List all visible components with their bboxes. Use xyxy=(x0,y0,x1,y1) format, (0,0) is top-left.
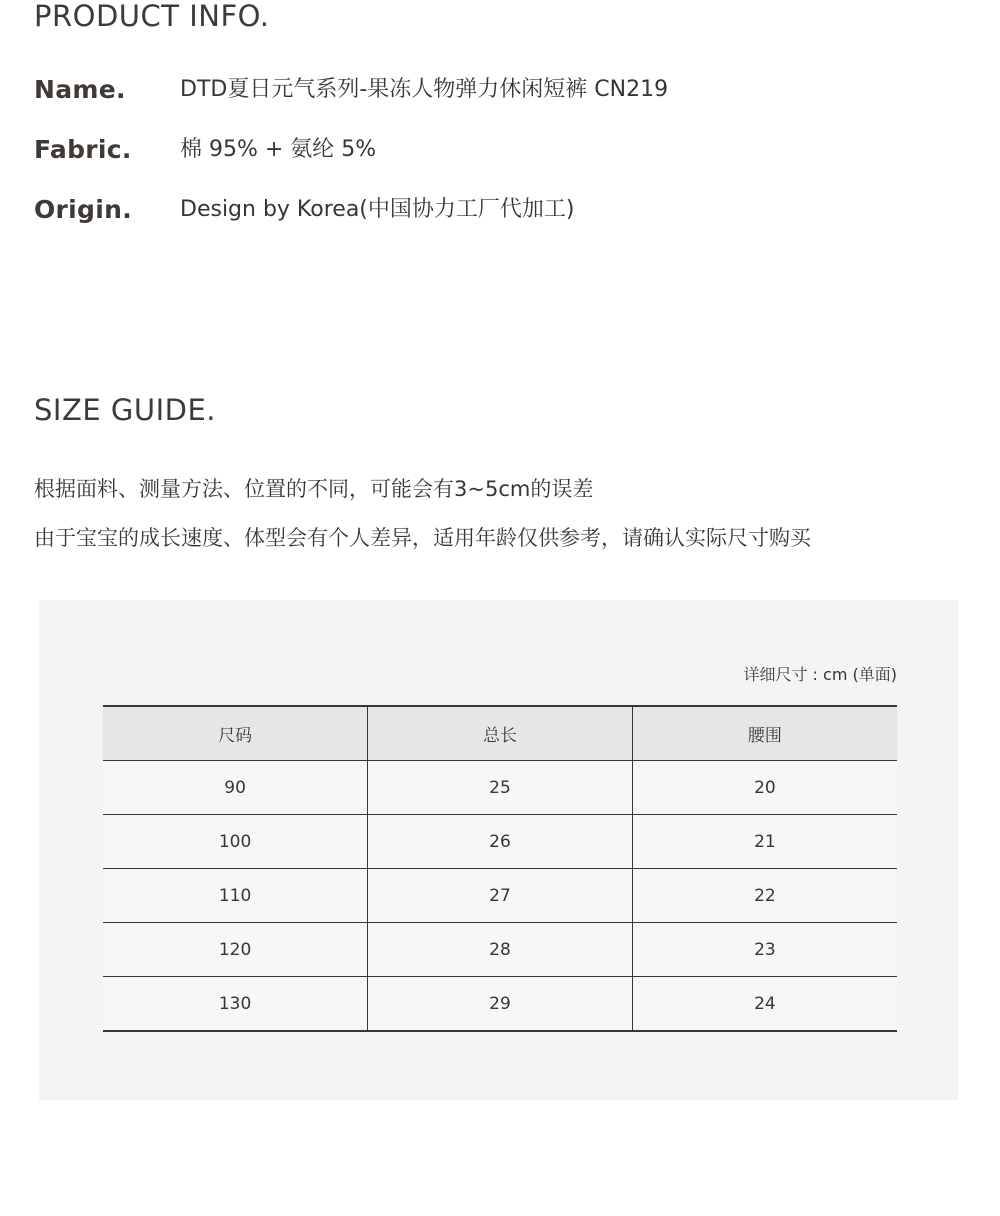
table-cell: 27 xyxy=(368,869,633,923)
table-header-row xyxy=(103,706,897,761)
table-row xyxy=(103,923,897,977)
name-value: DTD夏日元气系列-果冻人物弹力休闲短裤 CN219 xyxy=(180,77,669,102)
product-origin-row xyxy=(34,193,934,227)
header-size: 尺码 xyxy=(103,706,368,761)
table-row xyxy=(103,815,897,869)
table-cell: 20 xyxy=(632,761,897,815)
name-label: Name. xyxy=(34,75,126,104)
size-table xyxy=(103,705,897,1032)
header-total-length: 总长 xyxy=(368,706,633,761)
product-fabric-row xyxy=(34,133,934,167)
origin-label: Origin. xyxy=(34,195,133,224)
measurement-error-note: 根据面料、测量方法、位置的不同，可能会有3~5cm的误差 xyxy=(34,477,594,501)
table-row xyxy=(103,761,897,815)
table-row xyxy=(103,869,897,923)
table-cell: 120 xyxy=(103,923,368,977)
table-cell: 29 xyxy=(368,977,633,1032)
fabric-label: Fabric. xyxy=(34,135,132,164)
table-cell: 24 xyxy=(632,977,897,1032)
header-waist: 腰围 xyxy=(632,706,897,761)
table-row xyxy=(103,977,897,1032)
size-guide-title: SIZE GUIDE. xyxy=(34,393,216,427)
table-cell: 100 xyxy=(103,815,368,869)
table-cell: 90 xyxy=(103,761,368,815)
age-reference-note: 由于宝宝的成长速度、体型会有个人差异，适用年龄仅供参考，请确认实际尺寸购买 xyxy=(34,526,811,550)
origin-value: Design by Korea(中国协力工厂代加工) xyxy=(180,197,575,222)
unit-note: 详细尺寸 : cm (单面) xyxy=(743,665,897,684)
table-cell: 130 xyxy=(103,977,368,1032)
product-info-title: PRODUCT INFO. xyxy=(34,0,270,33)
product-name-row xyxy=(34,73,934,107)
size-table-panel xyxy=(39,600,958,1100)
table-cell: 28 xyxy=(368,923,633,977)
table-cell: 25 xyxy=(368,761,633,815)
table-cell: 21 xyxy=(632,815,897,869)
table-cell: 23 xyxy=(632,923,897,977)
table-cell: 22 xyxy=(632,869,897,923)
table-cell: 110 xyxy=(103,869,368,923)
fabric-value: 棉 95% + 氨纶 5% xyxy=(180,137,377,162)
table-cell: 26 xyxy=(368,815,633,869)
